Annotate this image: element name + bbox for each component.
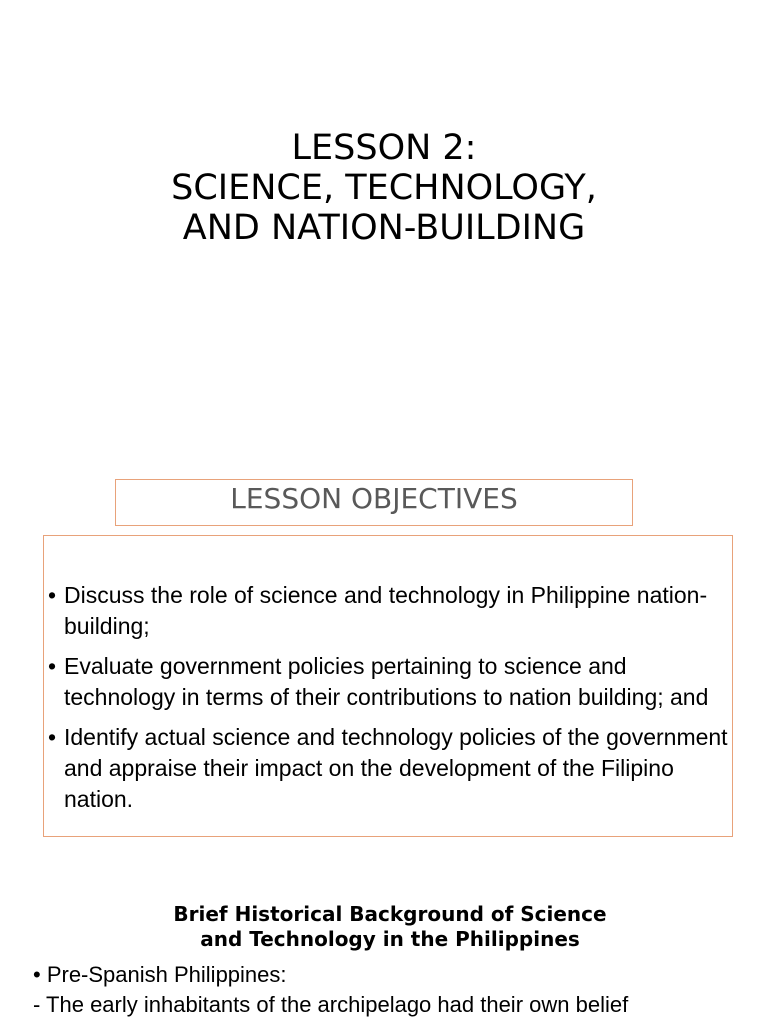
background-heading (0, 902, 768, 952)
objective-text: Identify actual science and technology policies of the government and appraise their impact on the development of the Filipino nation. (64, 724, 728, 812)
background-heading-line-2: and Technology in the Philippines (200, 927, 580, 951)
list-item: - The early inhabitants of the archipelago had their own belief (33, 992, 629, 1017)
objectives-heading: LESSON OBJECTIVES (115, 479, 633, 526)
bullet-icon: • (48, 724, 57, 750)
background-heading-line-1: Brief Historical Background of Science (173, 902, 607, 926)
background-list (33, 960, 768, 1020)
objectives-list (47, 580, 737, 824)
objective-text: Discuss the role of science and technology in Philippine nation-building; (64, 582, 708, 639)
list-item (47, 580, 737, 642)
bullet-icon: • (48, 653, 57, 679)
list-item (47, 651, 737, 713)
title-line-2: SCIENCE, TECHNOLOGY, (171, 168, 597, 208)
title-line-1: LESSON 2: (291, 128, 477, 168)
list-item (47, 722, 737, 815)
list-item: • Pre-Spanish Philippines: (33, 962, 287, 987)
title-line-3: AND NATION-BUILDING (182, 208, 586, 248)
bullet-icon: • (48, 582, 57, 608)
objective-text: Evaluate government policies pertaining to science and technology in terms of their contributions to nation building; and (64, 653, 709, 710)
lesson-title (0, 128, 768, 248)
